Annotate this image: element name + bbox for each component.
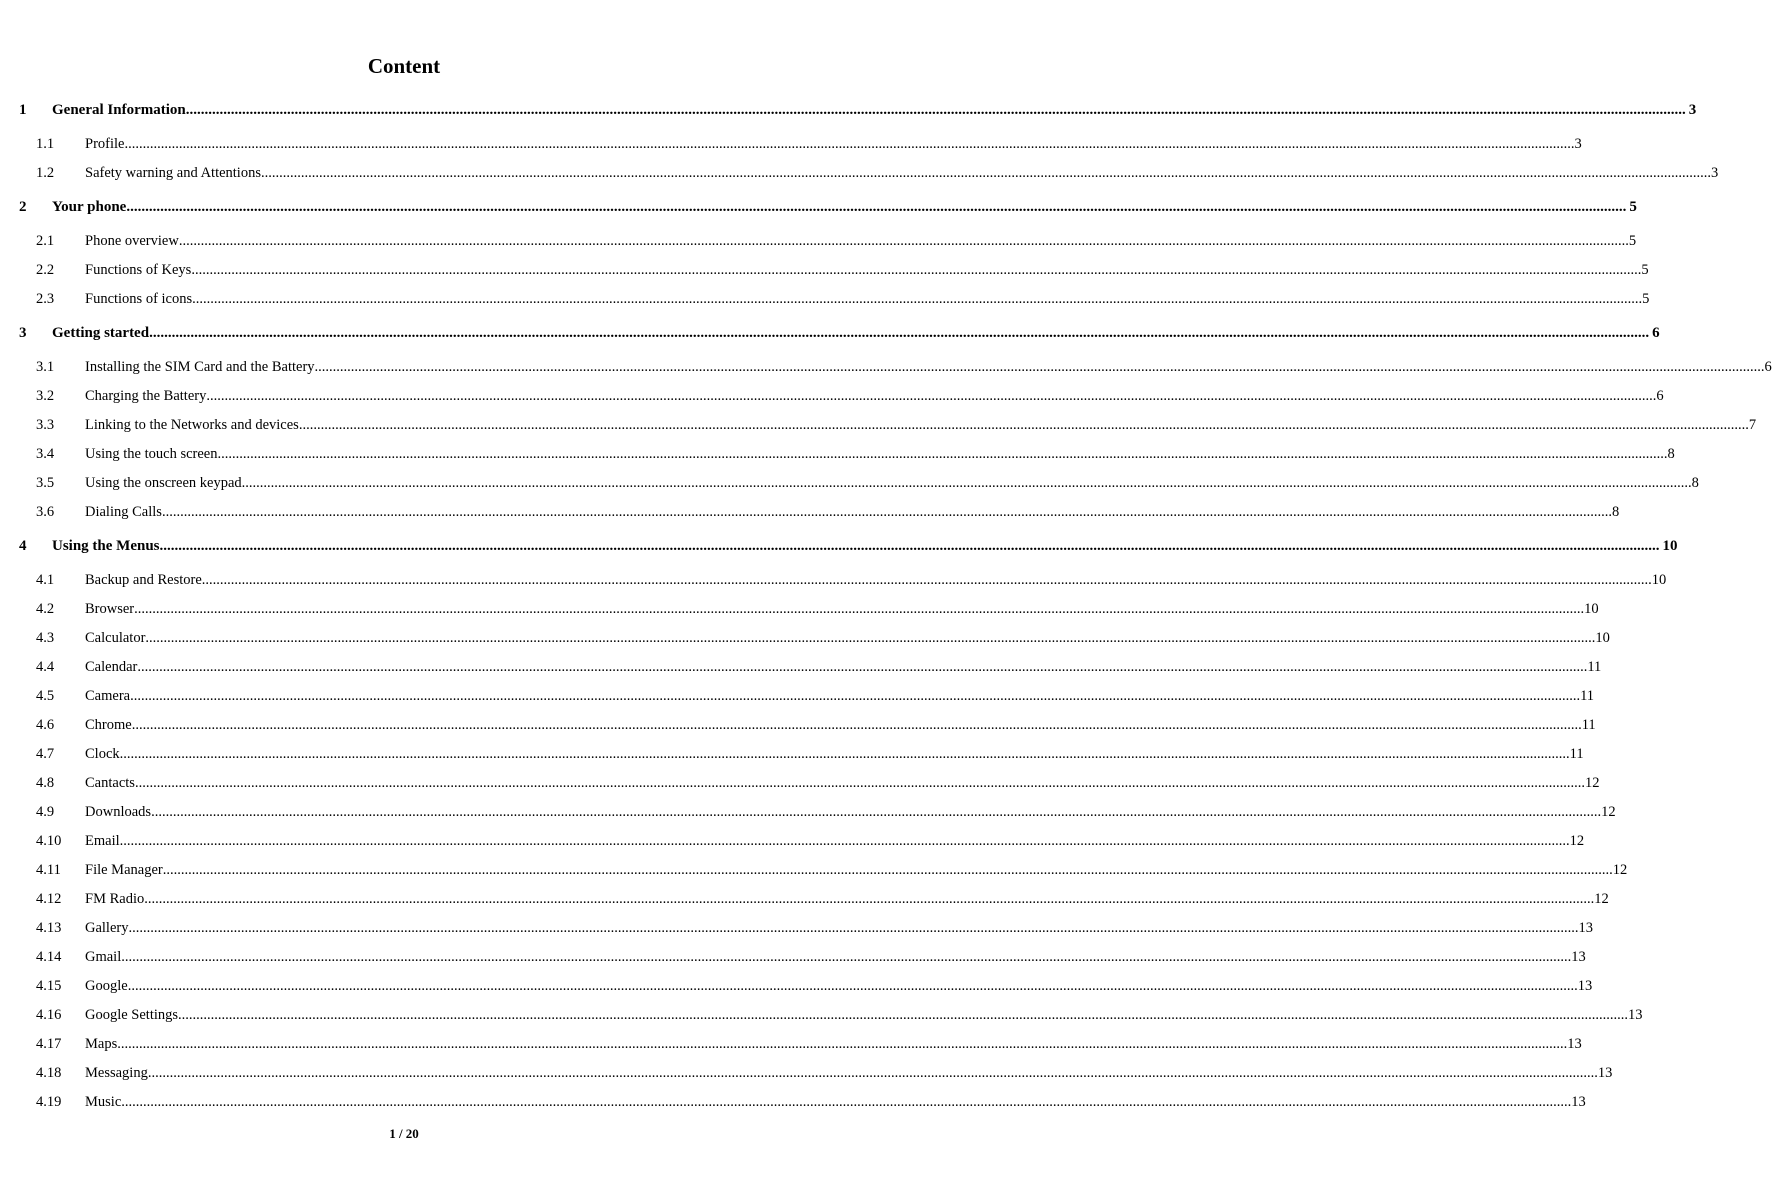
toc-entry-number: 4: [19, 538, 27, 554]
toc-entry-number: 4.1: [36, 572, 55, 588]
toc-entry-page-number: 13: [1567, 1036, 1582, 1052]
toc-subsection-entry[interactable]: [0, 440, 1675, 469]
toc-entry-title: Functions of Keys: [85, 262, 192, 278]
dot-leader: ................................................................................................................................................................................................................................................................................................................................................................................................................: [192, 291, 1643, 307]
toc-entry-number: 3.1: [36, 359, 55, 375]
toc-subsection-entry[interactable]: [0, 914, 1593, 943]
toc-subsection-entry[interactable]: [0, 382, 1664, 411]
toc-entry-number: 1.2: [36, 165, 55, 181]
toc-entry-number: 2: [19, 199, 27, 215]
toc-entry-page-number: 8: [1667, 446, 1675, 462]
toc-entry-page-number: 5: [1629, 199, 1637, 215]
toc-subsection-entry[interactable]: [0, 885, 1609, 914]
toc-entry-title: Chrome: [85, 717, 132, 733]
toc-entry-page-number: 12: [1594, 891, 1609, 907]
toc-entry-title: Profile: [85, 136, 125, 152]
toc-entry-leader-line: [85, 711, 1596, 740]
toc-entry-number: 1: [19, 102, 27, 118]
toc-entry-title: Phone overview: [85, 233, 179, 249]
toc-entry-title: Calendar: [85, 659, 138, 675]
toc-entry-page-number: 13: [1571, 1094, 1586, 1110]
toc-entry-title: Charging the Battery: [85, 388, 207, 404]
toc-entry-page-number: 11: [1587, 659, 1602, 675]
toc-entry-number: 3.3: [36, 417, 55, 433]
toc-entry-page-number: 13: [1578, 920, 1593, 936]
toc-subsection-entry[interactable]: [0, 682, 1595, 711]
toc-entry-title: Using the touch screen: [85, 446, 218, 462]
toc-entry-leader-line: [85, 972, 1593, 1001]
toc-entry-leader-line: [85, 653, 1602, 682]
dot-leader: ................................................................................................................................................................................................................................................................................................................................................................................................................: [145, 630, 1596, 646]
toc-entry-title: Dialing Calls: [85, 504, 162, 520]
toc-entry-page-number: 11: [1580, 688, 1595, 704]
toc-subsection-entry[interactable]: [0, 972, 1593, 1001]
toc-entry-title: Google: [85, 978, 128, 994]
toc-entry-title: Safety warning and Attentions: [85, 165, 261, 181]
toc-subsection-entry[interactable]: [0, 856, 1628, 885]
dot-leader: ................................................................................................................................................................................................................................................................................................................................................................................................................: [131, 717, 1582, 733]
toc-entry-page-number: 11: [1569, 746, 1584, 762]
toc-entry-leader-line: [85, 885, 1609, 914]
toc-entry-number: 2.1: [36, 233, 55, 249]
toc-entry-page-number: 3: [1688, 102, 1697, 118]
toc-entry-number: 4.4: [36, 659, 55, 675]
toc-entry-title: Using the onscreen keypad: [85, 475, 242, 491]
toc-entry-number: 3.2: [36, 388, 55, 404]
toc-entry-number: 4.16: [36, 1007, 62, 1023]
toc-entry-leader-line: [85, 1001, 1643, 1030]
toc-section-entry[interactable]: [0, 96, 1697, 125]
toc-entry-leader-line: [85, 498, 1620, 527]
toc-entry-page-number: 12: [1601, 804, 1616, 820]
toc-entry-leader-line: [85, 440, 1675, 469]
dot-leader: ................................................................................................................................................................................................................................................................................................................................................................................................................: [137, 659, 1588, 675]
toc-entry-page-number: 11: [1581, 717, 1596, 733]
toc-entry-number: 3.6: [36, 504, 55, 520]
page-title: Content: [367, 54, 441, 78]
toc-entry-leader-line: [85, 353, 1772, 382]
toc-entry-number: 2.2: [36, 262, 55, 278]
toc-entry-page-number: 3: [1574, 136, 1582, 152]
toc-entry-title: Linking to the Networks and devices: [85, 417, 299, 433]
toc-subsection-entry[interactable]: [0, 827, 1585, 856]
toc-entry-leader-line: [85, 856, 1628, 885]
toc-subsection-entry[interactable]: [0, 353, 1772, 382]
toc-entry-leader-line: [85, 798, 1616, 827]
toc-entry-number: 4.18: [36, 1065, 62, 1081]
toc-entry-leader-line: [85, 469, 1699, 498]
toc-entry-leader-line: [85, 827, 1585, 856]
dot-leader: ................................................................................................................................................................................................................................................................................................................................................................................................................: [128, 920, 1579, 936]
toc-subsection-entry[interactable]: [0, 943, 1586, 972]
toc-subsection-entry[interactable]: [0, 256, 1649, 285]
toc-subsection-entry[interactable]: [0, 159, 1719, 188]
toc-entry-page-number: 8: [1691, 475, 1699, 491]
toc-entry-number: 3.4: [36, 446, 55, 462]
dot-leader: ................................................................................................................................................................................................................................................................................................................................................................................................................: [144, 891, 1595, 907]
toc-entry-number: 4.12: [36, 891, 62, 907]
toc-entry-page-number: 6: [1656, 388, 1664, 404]
toc-entry-page-number: 6: [1764, 359, 1772, 375]
toc-entry-leader-line: [85, 566, 1667, 595]
dot-leader: ................................................................................................................................................................................................................................................................................................................................................................................................................: [127, 978, 1578, 994]
dot-leader: ................................................................................................................................................................................................................................................................................................................................................................................................................: [178, 233, 1629, 249]
toc-subsection-entry[interactable]: [0, 653, 1602, 682]
toc-entry-number: 4.7: [36, 746, 55, 762]
toc-subsection-entry[interactable]: [0, 285, 1650, 314]
toc-entry-leader-line: [85, 256, 1649, 285]
toc-entry-leader-line: [52, 96, 1697, 125]
toc-entry-number: 4.14: [36, 949, 62, 965]
dot-leader: ................................................................................................................................................................................................................................................................................................................................................................................................................: [260, 165, 1711, 181]
dot-leader: ................................................................................................................................................................................................................................................................................................................................................................................................................: [159, 538, 1660, 554]
dot-leader: ................................................................................................................................................................................................................................................................................................................................................................................................................: [206, 388, 1657, 404]
toc-section-entry[interactable]: [0, 319, 1660, 348]
toc-entry-number: 4.5: [36, 688, 55, 704]
toc-entry-number: 4.3: [36, 630, 55, 646]
toc-entry-number: 1.1: [36, 136, 55, 152]
toc-entry-leader-line: [85, 682, 1595, 711]
toc-entry-title: Maps: [85, 1036, 118, 1052]
toc-entry-page-number: 13: [1597, 1065, 1613, 1081]
dot-leader: ................................................................................................................................................................................................................................................................................................................................................................................................................: [121, 949, 1572, 965]
toc-entry-leader-line: [85, 914, 1593, 943]
toc-entry-leader-line: [85, 159, 1719, 188]
toc-entry-leader-line: [85, 227, 1637, 256]
toc-entry-title: Music: [85, 1094, 122, 1110]
toc-entry-title: File Manager: [85, 862, 163, 878]
dot-leader: ................................................................................................................................................................................................................................................................................................................................................................................................................: [161, 504, 1612, 520]
toc-entry-title: Clock: [85, 746, 120, 762]
toc-subsection-entry[interactable]: [0, 711, 1596, 740]
toc-entry-leader-line: [85, 624, 1610, 653]
dot-leader: ................................................................................................................................................................................................................................................................................................................................................................................................................: [147, 1065, 1598, 1081]
toc-entry-number: 3: [19, 325, 27, 341]
dot-leader: ................................................................................................................................................................................................................................................................................................................................................................................................................: [126, 199, 1627, 215]
toc-entry-title: Browser: [85, 601, 135, 617]
toc-subsection-entry[interactable]: [0, 1030, 1582, 1059]
dot-leader: ................................................................................................................................................................................................................................................................................................................................................................................................................: [314, 359, 1765, 375]
dot-leader: ................................................................................................................................................................................................................................................................................................................................................................................................................: [185, 102, 1686, 118]
toc-entry-leader-line: [85, 130, 1582, 159]
toc-entry-page-number: 10: [1595, 630, 1610, 646]
toc-entry-number: 4.11: [36, 862, 61, 878]
toc-entry-leader-line: [85, 1030, 1582, 1059]
toc-entry-leader-line: [85, 595, 1599, 624]
dot-leader: ................................................................................................................................................................................................................................................................................................................................................................................................................: [117, 1036, 1568, 1052]
dot-leader: ................................................................................................................................................................................................................................................................................................................................................................................................................: [149, 325, 1650, 341]
toc-subsection-entry[interactable]: [0, 498, 1620, 527]
toc-subsection-entry[interactable]: [0, 798, 1616, 827]
toc-entry-title: General Information: [52, 102, 186, 118]
toc-entry-leader-line: [52, 319, 1660, 348]
toc-entry-leader-line: [85, 769, 1600, 798]
toc-section-entry[interactable]: [0, 193, 1637, 222]
toc-entry-title: Your phone: [52, 199, 127, 215]
toc-entry-title: Gallery: [85, 920, 129, 936]
page-number: 1 / 20: [389, 1126, 419, 1141]
toc-entry-page-number: 10: [1662, 538, 1678, 554]
toc-entry-leader-line: [85, 382, 1664, 411]
dot-leader: ................................................................................................................................................................................................................................................................................................................................................................................................................: [124, 136, 1575, 152]
toc-entry-page-number: 7: [1748, 417, 1757, 433]
toc-subsection-entry[interactable]: [0, 1059, 1613, 1088]
toc-subsection-entry[interactable]: [0, 469, 1699, 498]
toc-entry-number: 4.13: [36, 920, 62, 936]
toc-subsection-entry[interactable]: [0, 1088, 1586, 1117]
toc-entry-title: Getting started: [52, 325, 150, 341]
toc-entry-leader-line: [85, 1088, 1586, 1117]
toc-subsection-entry[interactable]: [0, 1001, 1643, 1030]
toc-entry-page-number: 12: [1569, 833, 1585, 849]
toc-entry-page-number: 12: [1612, 862, 1628, 878]
toc-subsection-entry[interactable]: [0, 769, 1600, 798]
toc-entry-leader-line: [85, 943, 1586, 972]
toc-subsection-entry[interactable]: [0, 740, 1584, 769]
toc-entry-title: Messaging: [85, 1065, 148, 1081]
toc-entry-page-number: 13: [1571, 949, 1586, 965]
toc-entry-title: Google Settings: [85, 1007, 179, 1023]
toc-entry-leader-line: [85, 411, 1757, 440]
toc-entry-page-number: 5: [1641, 262, 1649, 278]
toc-entry-number: 4.19: [36, 1094, 62, 1110]
toc-entry-number: 4.15: [36, 978, 62, 994]
toc-entry-title: Cantacts: [85, 775, 135, 791]
toc-entry-number: 4.17: [36, 1036, 62, 1052]
toc-entry-page-number: 5: [1628, 233, 1637, 249]
toc-entry-title: Camera: [85, 688, 131, 704]
toc-entry-page-number: 10: [1584, 601, 1599, 617]
toc-entry-title: Backup and Restore: [85, 572, 202, 588]
dot-leader: ................................................................................................................................................................................................................................................................................................................................................................................................................: [191, 262, 1642, 278]
toc-entry-leader-line: [85, 740, 1584, 769]
dot-leader: ................................................................................................................................................................................................................................................................................................................................................................................................................: [298, 417, 1749, 433]
toc-entry-leader-line: [52, 532, 1678, 561]
toc-subsection-entry[interactable]: [0, 227, 1637, 256]
dot-leader: ................................................................................................................................................................................................................................................................................................................................................................................................................: [151, 804, 1602, 820]
dot-leader: ................................................................................................................................................................................................................................................................................................................................................................................................................: [134, 775, 1585, 791]
toc-entry-title: Gmail: [85, 949, 122, 965]
toc-entry-page-number: 13: [1628, 1007, 1643, 1023]
dot-leader: ................................................................................................................................................................................................................................................................................................................................................................................................................: [119, 746, 1570, 762]
dot-leader: ................................................................................................................................................................................................................................................................................................................................................................................................................: [217, 446, 1668, 462]
dot-leader: ................................................................................................................................................................................................................................................................................................................................................................................................................: [178, 1007, 1629, 1023]
dot-leader: ................................................................................................................................................................................................................................................................................................................................................................................................................: [134, 601, 1585, 617]
toc-subsection-entry[interactable]: [0, 624, 1610, 653]
toc-subsection-entry[interactable]: [0, 595, 1599, 624]
dot-leader: ................................................................................................................................................................................................................................................................................................................................................................................................................: [121, 1094, 1572, 1110]
toc-subsection-entry[interactable]: [0, 566, 1667, 595]
toc-entry-page-number: 3: [1710, 165, 1719, 181]
toc-entry-number: 4.2: [36, 601, 55, 617]
toc-entry-number: 4.8: [36, 775, 55, 791]
toc-section-entry[interactable]: [0, 532, 1678, 561]
toc-entry-title: Email: [85, 833, 120, 849]
toc-entry-number: 3.5: [36, 475, 55, 491]
toc-entry-title: Downloads: [85, 804, 152, 820]
toc-entry-title: FM Radio: [85, 891, 145, 907]
toc-entry-title: Installing the SIM Card and the Battery: [85, 359, 315, 375]
toc-entry-title: Calculator: [85, 630, 146, 646]
toc-entry-page-number: 10: [1651, 572, 1667, 588]
toc-entry-leader-line: [85, 285, 1650, 314]
toc-entry-page-number: 12: [1584, 775, 1600, 791]
toc-entry-number: 4.10: [36, 833, 62, 849]
toc-entry-number: 2.3: [36, 291, 55, 307]
dot-leader: ................................................................................................................................................................................................................................................................................................................................................................................................................: [130, 688, 1581, 704]
toc-entry-page-number: 5: [1642, 291, 1650, 307]
toc-subsection-entry[interactable]: [0, 411, 1757, 440]
dot-leader: ................................................................................................................................................................................................................................................................................................................................................................................................................: [241, 475, 1692, 491]
toc-entry-title: Functions of icons: [85, 291, 193, 307]
toc-entry-number: 4.6: [36, 717, 55, 733]
toc-entry-page-number: 8: [1611, 504, 1620, 520]
toc-entry-page-number: 13: [1577, 978, 1593, 994]
toc-entry-page-number: 6: [1652, 325, 1660, 341]
dot-leader: ................................................................................................................................................................................................................................................................................................................................................................................................................: [119, 833, 1570, 849]
toc-entry-number: 4.9: [36, 804, 55, 820]
dot-leader: ................................................................................................................................................................................................................................................................................................................................................................................................................: [201, 572, 1652, 588]
toc-entry-leader-line: [52, 193, 1637, 222]
toc-entry-leader-line: [85, 1059, 1613, 1088]
dot-leader: ................................................................................................................................................................................................................................................................................................................................................................................................................: [162, 862, 1613, 878]
toc-entry-title: Using the Menus: [52, 538, 160, 554]
toc-subsection-entry[interactable]: [0, 130, 1582, 159]
